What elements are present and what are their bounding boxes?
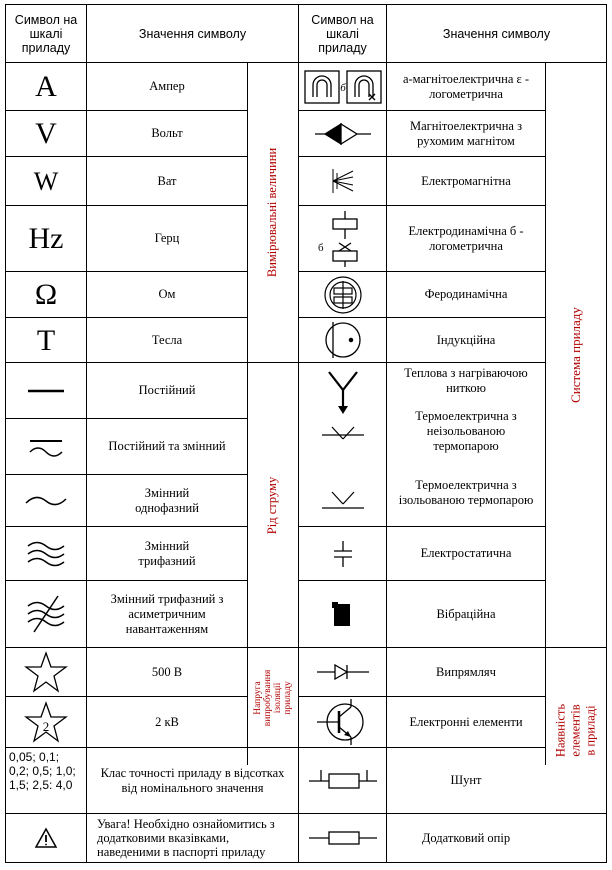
meaning-ohm: Ом — [158, 287, 176, 301]
accuracy-classes: 0,05; 0,1; 0,2; 0,5; 1,0; 1,5; 2,5: 4,0 — [9, 750, 76, 792]
electromagnetic-icon — [299, 157, 386, 205]
meaning-thermo-uninsulated: Термоелектрична з неізольованою термопарою — [415, 408, 517, 453]
star-icon — [6, 648, 86, 696]
meaning-tesla: Тесла — [151, 332, 183, 347]
meaning-ampere: Ампер — [149, 79, 185, 93]
meaning-volt: Вольт — [151, 126, 183, 140]
header-meaning-left: Значення символу — [138, 26, 247, 41]
ferrodynamic-icon — [299, 272, 386, 317]
meaning-watt: Ват — [157, 173, 177, 188]
meaning-single-phase: Змінний однофазний — [135, 485, 199, 515]
magnetoelectric-icon — [299, 63, 386, 110]
single-phase-icon — [6, 475, 86, 526]
meaning-dc-ac: Постійний та змінний — [108, 439, 226, 453]
meaning-2kv: 2 кВ — [155, 714, 179, 729]
header-symbol-left: Символ на шкалі приладу — [14, 12, 78, 55]
meaning-electrodynamic: Електродинамічна б - логометрична — [408, 223, 524, 253]
meaning-additional-resistor: Додатковий опір — [421, 830, 511, 845]
meaning-ferrodynamic: Феродинамічна — [424, 287, 508, 301]
meaning-shunt: Шунт — [450, 773, 482, 787]
thermocouple-uninsulated-icon — [299, 419, 386, 447]
transistor-icon — [299, 697, 386, 747]
three-phase-icon — [6, 527, 86, 580]
hertz-glyph: Hz — [28, 222, 64, 255]
meaning-thermo-insulated: Термоелектрична з ізольованою термопарою — [398, 478, 534, 507]
star-2-icon — [6, 697, 86, 747]
rectifier-icon — [299, 648, 386, 696]
shunt-icon — [299, 748, 386, 813]
ampere-glyph: A — [35, 70, 57, 103]
dc-line-icon — [6, 363, 86, 418]
meaning-warning: Увага! Необхідно ознайомитись з додатковими вказівками, наведеними в паспорті приладу — [97, 817, 275, 859]
meaning-electromagnetic: Електромагнітна — [421, 173, 511, 188]
meaning-thermal-wire: Теплова з нагріваючою ниткою — [404, 366, 528, 395]
induction-icon — [299, 318, 386, 362]
group-elements-present: Наявність елементів в приладі — [553, 703, 598, 758]
tesla-glyph: T — [36, 323, 56, 357]
dc-ac-icon — [6, 419, 86, 474]
three-phase-asymmetric-icon — [6, 581, 86, 647]
electrostatic-icon — [299, 527, 386, 580]
volt-glyph: V — [35, 117, 57, 150]
group-insulation-voltage: Напруга випробування ізоляції приладу — [253, 669, 294, 726]
label-b-electrodyn: б — [317, 241, 324, 254]
star-2-digit: 2 — [42, 719, 50, 734]
label-b-magneto: б — [339, 81, 346, 94]
header-meaning-right: Значення символу — [442, 26, 551, 41]
electrodynamic-icon — [299, 206, 386, 271]
meaning-induction: Індукційна — [436, 332, 496, 347]
group-measured-quantities: Вимірювальні величини — [265, 147, 280, 278]
meaning-rectifier: Випрямляч — [436, 664, 496, 679]
meaning-electrostatic: Електростатична — [420, 546, 512, 560]
watt-glyph: W — [33, 166, 59, 196]
group-current-type: Рід струму — [265, 476, 280, 534]
thermocouple-insulated-icon — [299, 475, 386, 526]
meaning-500v: 500 В — [151, 664, 183, 679]
meaning-vibration: Вібраційна — [436, 606, 496, 621]
meaning-magnetoelectric: а-магнітоелектрична ε - логометрична — [402, 71, 530, 101]
group-instrument-system: Система приладу — [568, 307, 584, 403]
meaning-three-phase-asym: Змінний трифазний з асиметричним навантаженням — [110, 591, 224, 636]
meaning-three-phase: Змінний трифазний — [138, 538, 196, 568]
ohm-glyph: Ω — [34, 278, 58, 311]
thermal-wire-icon — [299, 363, 386, 419]
meaning-accuracy: Клас точності приладу в відсотках від номінального значення — [100, 765, 285, 795]
meaning-hertz: Герц — [154, 231, 180, 245]
warning-triangle-icon — [6, 814, 86, 862]
meaning-moving-magnet: Магнітоелектрична з рухомим магнітом — [409, 118, 523, 148]
additional-resistor-icon — [299, 814, 386, 862]
meaning-dc: Постійний — [138, 383, 196, 397]
header-symbol-right: Символ на шкалі приладу — [311, 12, 374, 55]
meaning-electronic: Електронні елементи — [409, 714, 523, 729]
moving-magnet-icon — [299, 111, 386, 156]
vibration-icon — [299, 581, 386, 647]
